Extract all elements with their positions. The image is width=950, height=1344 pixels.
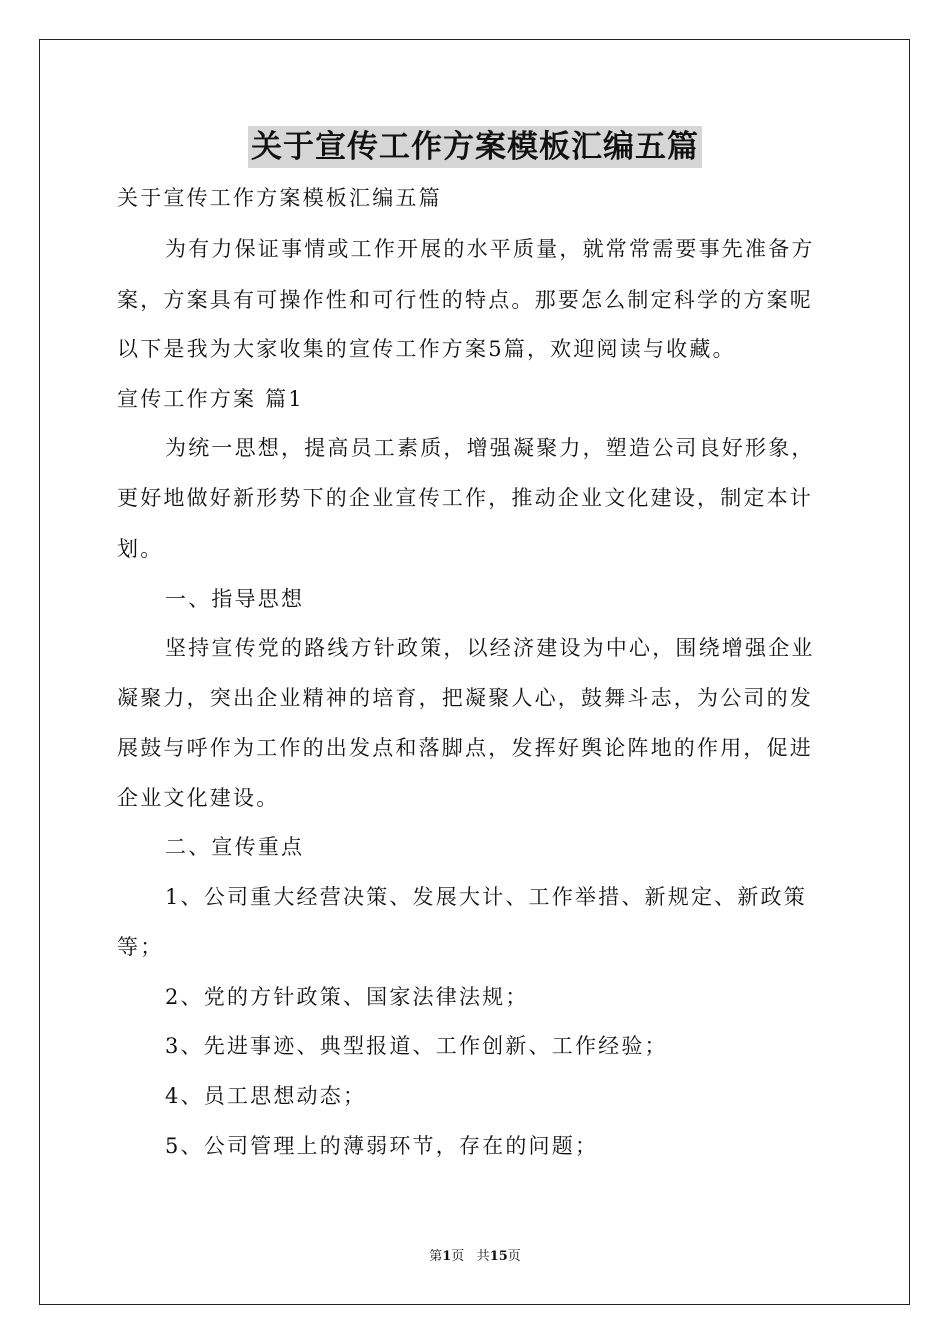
list-item-3: 3、先进事迹、典型报道、工作创新、工作经验； — [165, 1034, 668, 1058]
para2-line-1: 坚持宣传党的路线方针政策，以经济建设为中心，围绕增强企业 — [165, 636, 815, 660]
para1-line-1: 为统一思想，提高员工素质，增强凝聚力，塑造公司良好形象， — [165, 436, 815, 460]
para1-line-2: 更好地做好新形势下的企业宣传工作，推动企业文化建设，制定本计 — [117, 486, 813, 510]
para1-line-3: 划。 — [117, 537, 164, 561]
heading-guiding-thought: 一、指导思想 — [165, 587, 305, 611]
title-block — [0, 126, 950, 168]
list-item-2: 2、党的方针政策、国家法律法规； — [165, 985, 529, 1009]
page-border — [39, 39, 910, 1305]
page-footer — [0, 1248, 950, 1266]
footer-total-suffix: 页 — [507, 1249, 521, 1264]
heading-key-points: 二、宣传重点 — [165, 835, 305, 859]
footer-page-number: 1 — [442, 1249, 452, 1264]
footer-page-prefix: 第 — [429, 1249, 443, 1264]
list-item-1-line-2: 等； — [117, 935, 164, 959]
intro-line-2: 案，方案具有可操作性和可行性的特点。那要怎么制定科学的方案呢 — [117, 288, 813, 312]
list-item-5: 5、公司管理上的薄弱环节，存在的问题； — [165, 1134, 599, 1158]
subtitle: 关于宣传工作方案模板汇编五篇 — [117, 186, 442, 210]
para2-line-3: 展鼓与呼作为工作的出发点和落脚点，发挥好舆论阵地的作用，促进 — [117, 736, 813, 760]
list-item-1-line-1: 1、公司重大经营决策、发展大计、工作举措、新规定、新政策 — [165, 885, 807, 909]
para2-line-4: 企业文化建设。 — [117, 786, 280, 810]
para2-line-2: 凝聚力，突出企业精神的培育，把凝聚人心，鼓舞斗志，为公司的发 — [117, 686, 813, 710]
intro-line-3: 以下是我为大家收集的宣传工作方案5篇，欢迎阅读与收藏。 — [117, 337, 736, 361]
list-item-4: 4、员工思想动态； — [165, 1084, 367, 1108]
section-heading: 宣传工作方案 篇1 — [117, 387, 304, 411]
document-title: 关于宣传工作方案模板汇编五篇 — [248, 126, 702, 168]
footer-total-pages: 15 — [489, 1249, 508, 1264]
intro-line-1: 为有力保证事情或工作开展的水平质量，就常常需要事先准备方 — [165, 237, 815, 261]
footer-page-suffix: 页 — [451, 1249, 465, 1264]
footer-total-prefix: 共 — [476, 1249, 490, 1264]
